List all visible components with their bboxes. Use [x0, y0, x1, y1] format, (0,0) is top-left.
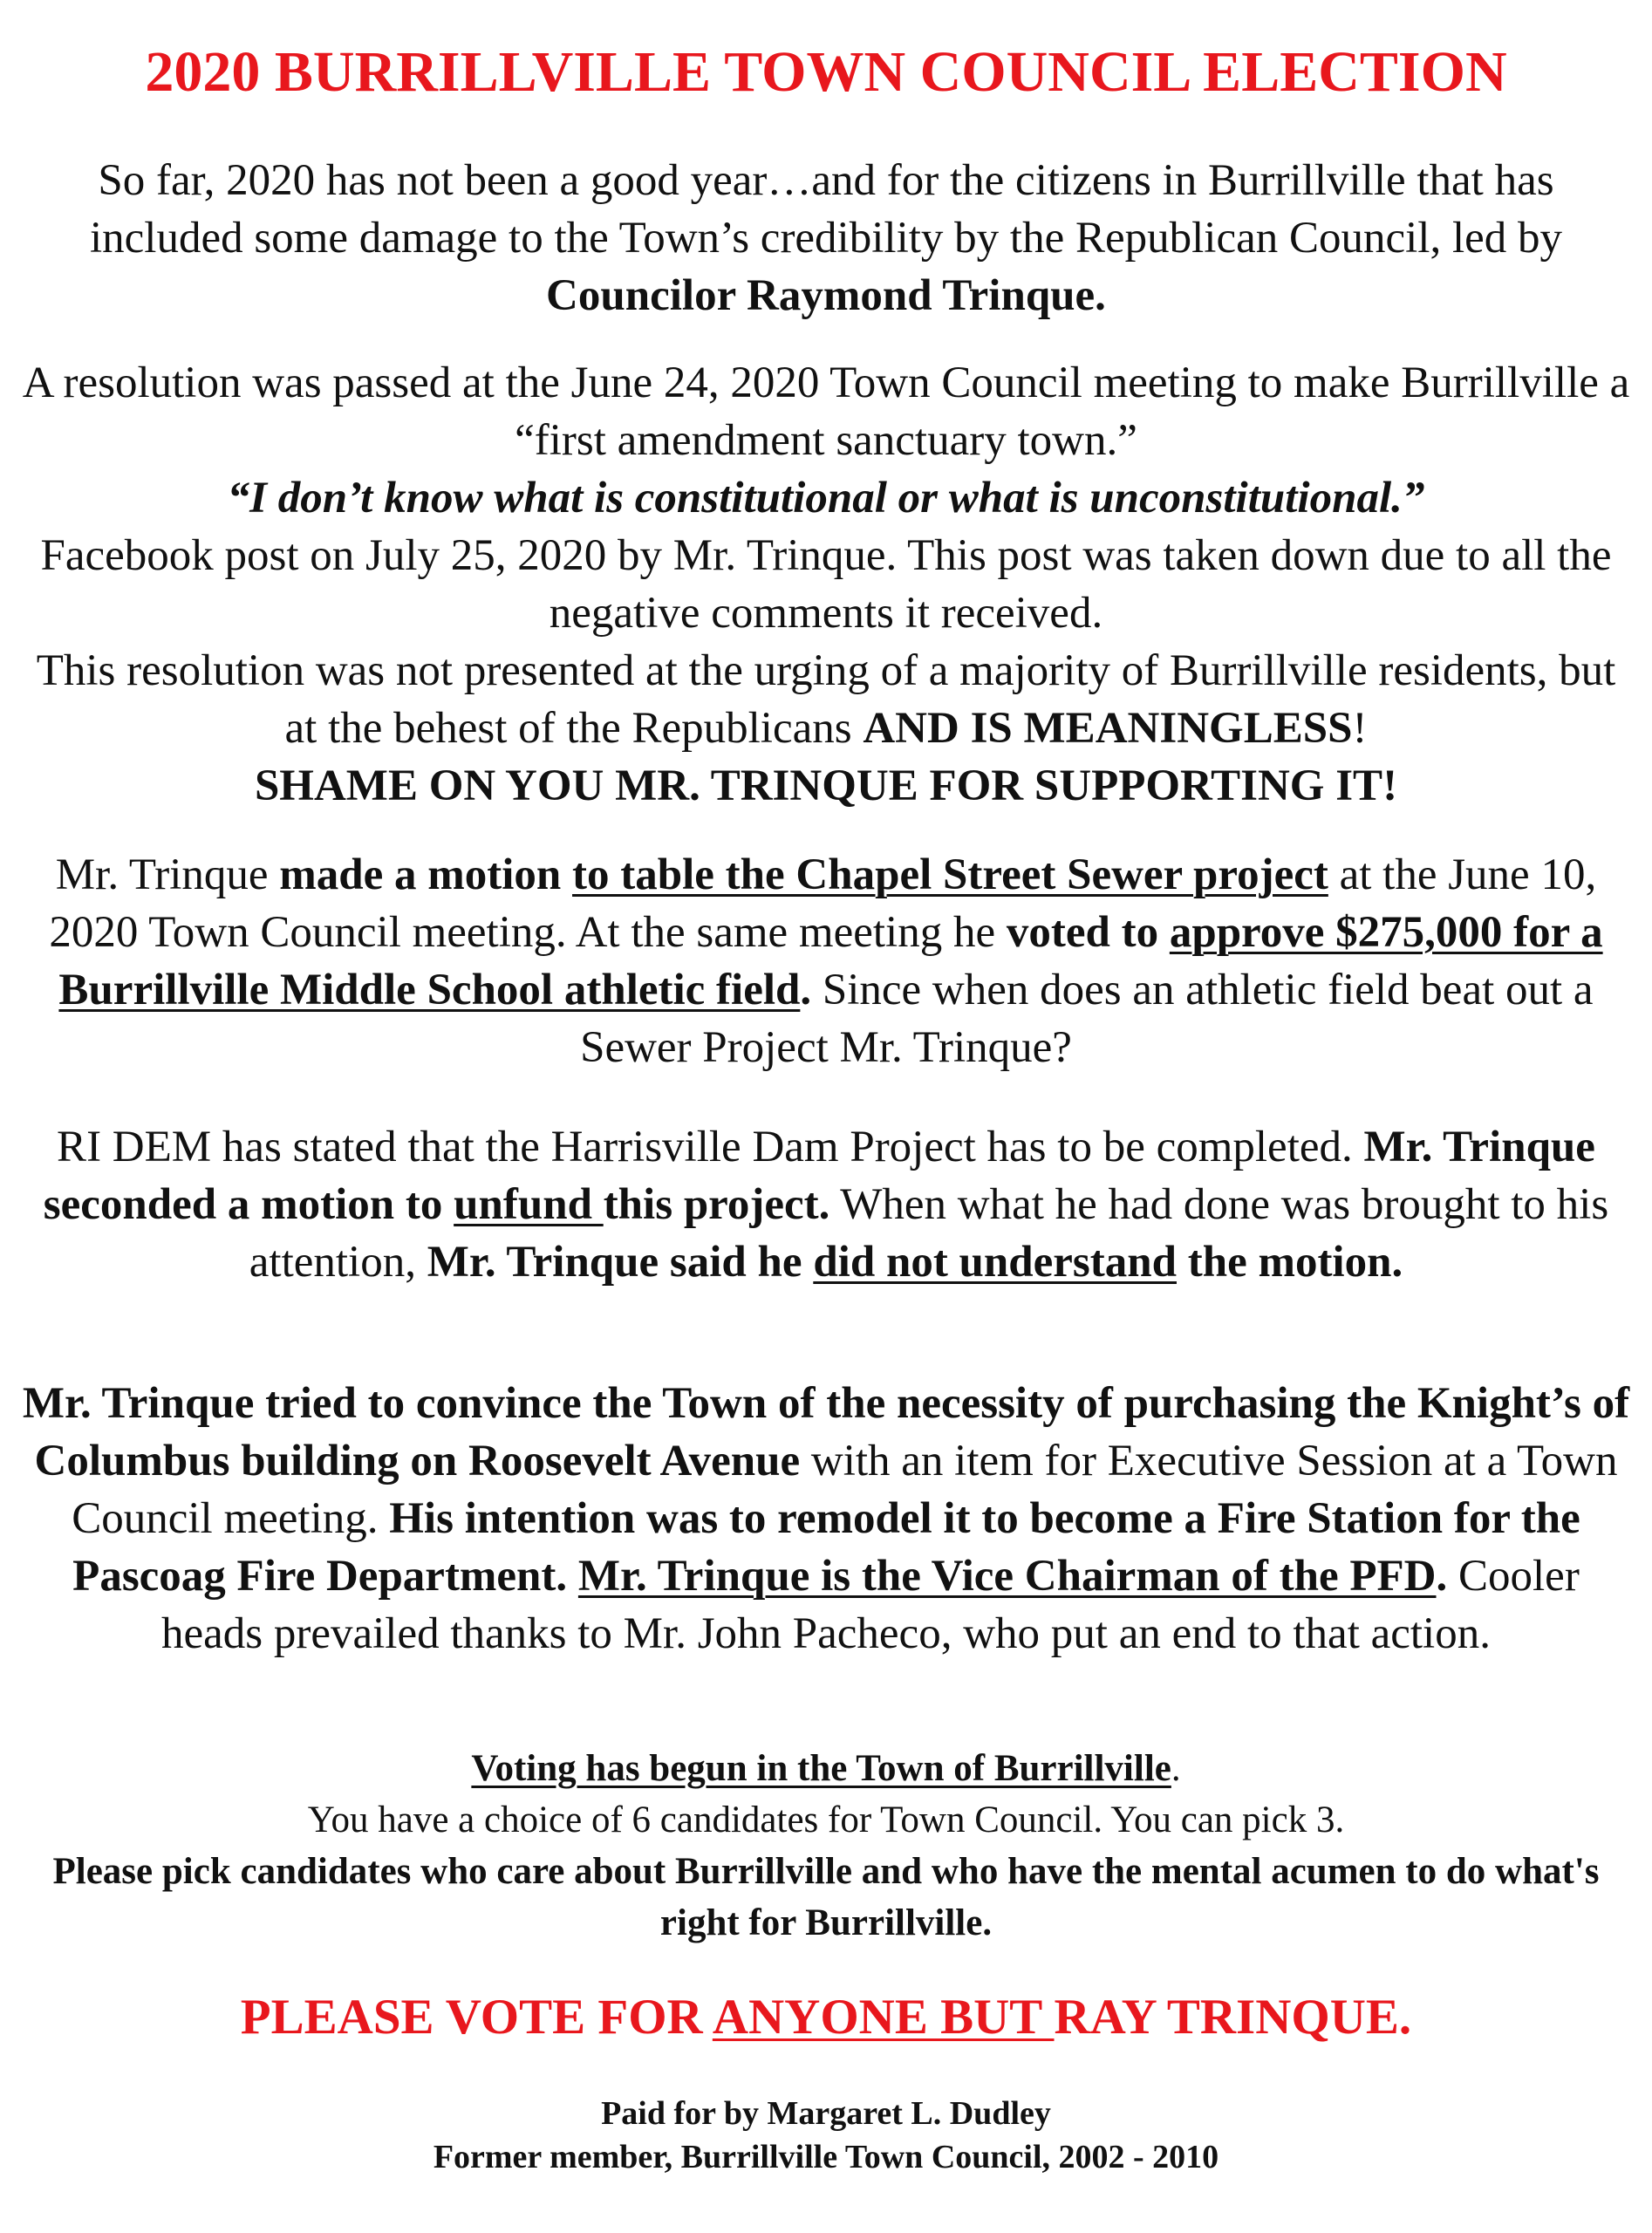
dam-said: Mr. Trinque said he	[427, 1238, 814, 1287]
paragraph-sewer-project	[17, 846, 1635, 1076]
resolution-facebook-note: Facebook post on July 25, 2020 by Mr. Trinque. This post was taken down due to all the negative comments it received.	[40, 531, 1612, 638]
flyer-title: 2020 BURRILLVILLE TOWN COUNCIL ELECTION	[145, 40, 1507, 104]
sewer-text-2: at the June 10, 2020 Town Council meeting. At the same meeting he	[49, 850, 1597, 957]
dam-the-motion: the motion.	[1176, 1238, 1403, 1287]
knights-purchase: Mr. Trinque tried to convince the Town of the necessity of purchasing the Knight’s of Columbus building on Roosevelt Avenue	[22, 1379, 1630, 1485]
dam-seconded: Mr. Trinque seconded a motion to	[43, 1123, 1595, 1229]
paragraph-knights-building	[17, 1375, 1635, 1663]
voting-plea: Please pick candidates who care about Burrillville and who have the mental acumen to do what's right for Burrillville.	[52, 1851, 1600, 1943]
paragraph-intro	[17, 152, 1635, 324]
voting-begun: Voting has begun in the Town of Burrillville	[471, 1748, 1171, 1789]
paragraph-voting	[17, 1743, 1635, 1949]
dam-not-understand: did not understand	[813, 1238, 1177, 1287]
sewer-table-project: to table the Chapel Street Sewer project	[572, 850, 1328, 899]
knights-vice-chairman: Mr. Trinque is the Vice Chairman of the PFD	[577, 1552, 1437, 1601]
resolution-quote: “I don’t know what is constitutional or what is unconstitutional.”	[227, 474, 1425, 522]
vote-call	[0, 1983, 1652, 2052]
knights-period: .	[1436, 1552, 1448, 1601]
vote-call-start: PLEASE VOTE FOR	[240, 1990, 713, 2045]
vote-call-name: RAY TRINQUE.	[1054, 1990, 1412, 2045]
dam-text-2: When what he had done was brought to his attention,	[249, 1180, 1609, 1287]
sewer-motion: made a motion	[279, 850, 573, 899]
sewer-text-3: Since when does an athletic field beat out a Sewer Project Mr. Trinque?	[580, 966, 1594, 1072]
paragraph-dam-project	[17, 1118, 1635, 1291]
sewer-text-1: Mr. Trinque	[55, 850, 280, 899]
resolution-shame: SHAME ON YOU MR. TRINQUE FOR SUPPORTING IT!	[254, 761, 1398, 810]
knights-text-2: Cooler heads prevailed thanks to Mr. John Pacheco, who put an end to that action.	[161, 1552, 1580, 1658]
knights-text-1: with an item for Executive Session at a Town Council meeting.	[72, 1437, 1618, 1543]
paid-for-line: Paid for by Margaret L. Dudley	[601, 2095, 1051, 2132]
voting-begun-line	[17, 1743, 1635, 1794]
voting-period: .	[1171, 1748, 1181, 1789]
former-member-line: Former member, Burrillville Town Council, 2002 - 2010	[433, 2139, 1219, 2175]
knights-intention: His intention was to remodel it to become a Fire Station for the Pascoag Fire Department.	[72, 1494, 1580, 1601]
intro-text: So far, 2020 has not been a good year…and for the citizens in Burrillville that has included some damage to the Town’s credibility by the Republican Council, led by	[89, 156, 1563, 263]
intro-councilor-name: Councilor Raymond Trinque.	[546, 271, 1106, 320]
vote-call-anyone-but: ANYONE BUT	[712, 1990, 1055, 2045]
resolution-behest-text	[17, 642, 1635, 757]
sewer-period: .	[800, 966, 812, 1014]
paragraph-resolution	[17, 354, 1635, 815]
resolution-behest-plain: This resolution was not presented at the urging of a majority of Burrillville residents, but at the behest of the Republicans	[36, 646, 1616, 753]
resolution-exclaim: !	[1352, 704, 1368, 753]
dam-text-1: RI DEM has stated that the Harrisville Dam Project has to be completed.	[57, 1123, 1364, 1171]
sewer-athletic-field: approve $275,000 for a Burrillville Middle School athletic field	[58, 908, 1603, 1014]
dam-unfund: unfund	[454, 1180, 604, 1229]
voting-choice: You have a choice of 6 candidates for Town Council. You can pick 3.	[307, 1799, 1345, 1840]
resolution-text: A resolution was passed at the June 24, 2020 Town Council meeting to make Burrillville a “first amendment sanctuary town.”	[22, 359, 1630, 465]
paid-for-notice	[0, 2092, 1652, 2179]
resolution-meaningless: AND IS MEANINGLESS	[863, 704, 1353, 753]
dam-this-project: this project.	[603, 1180, 830, 1229]
sewer-voted: voted to	[1006, 908, 1170, 957]
